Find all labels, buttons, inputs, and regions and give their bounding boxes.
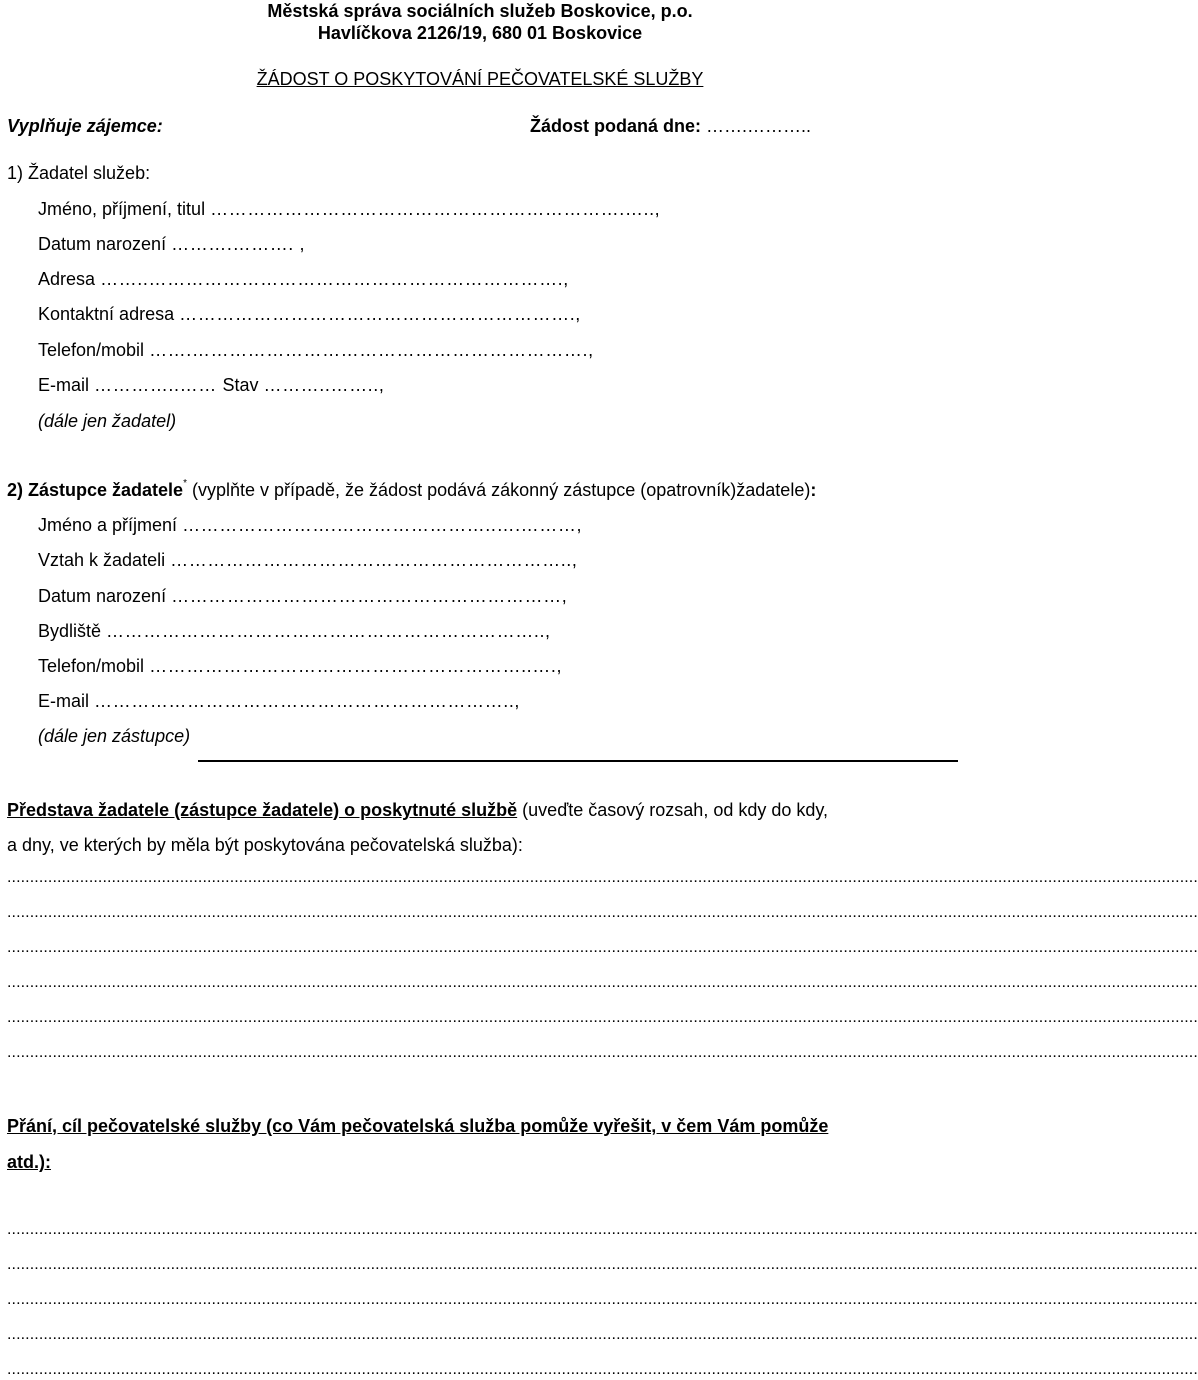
rep-residence-row [38, 622, 551, 640]
rep-phone-field[interactable]: ……………………………………………………..…., [149, 656, 563, 676]
organization-address: Havlíčkova 2126/19, 680 01 Boskovice [317, 23, 643, 43]
rep-name-row [38, 516, 582, 534]
section4-heading: Přání, cíl pečovatelské služby (co Vám pečovatelská služba pomůže vyřešit, v čem Vám pomůže [7, 1116, 829, 1136]
applicant-name-field[interactable]: ………………………………………………………….….., [210, 199, 661, 219]
filled-by-label: Vyplňuje zájemce: [7, 116, 163, 136]
applicant-contact-field[interactable]: ………………………………………………………., [179, 304, 581, 324]
answer-line[interactable]: ...................................................................................................................................................................................................................................................................... [7, 1361, 1198, 1378]
applicant-address-label: Adresa [38, 269, 96, 289]
answer-line[interactable]: ...................................................................................................................................................................................................................................................................... [7, 1326, 1198, 1343]
applicant-phone-label: Telefon/mobil [38, 340, 145, 360]
section2-note: (vyplňte v případě, že žádost podává zákonný zástupce (opatrovník)žadatele) [186, 480, 811, 500]
applicant-name-row [38, 200, 660, 218]
applicant-birth-row [38, 235, 305, 253]
rep-email-label: E-mail [38, 691, 90, 711]
rep-note: (dále jen zástupce) [38, 726, 191, 746]
section2-heading [7, 478, 817, 500]
form-title: ŽÁDOST O POSKYTOVÁNÍ PEČOVATELSKÉ SLUŽBY [256, 69, 704, 89]
submitted-date-row [530, 117, 811, 135]
answer-line[interactable]: ...................................................................................................................................................................................................................................................................... [7, 1256, 1198, 1273]
rep-name-label: Jméno a příjmení [38, 515, 178, 535]
rep-name-field[interactable]: …………………….……………………..….………, [182, 515, 583, 535]
applicant-status-label: Stav [222, 375, 259, 395]
applicant-phone-field[interactable]: …….………………………………………………………., [149, 340, 594, 360]
applicant-name-label: Jméno, příjmení, titul [38, 199, 206, 219]
section3-note: (uveďte časový rozsah, od kdy do kdy, [517, 800, 829, 820]
rep-residence-field[interactable]: …………………………………………………………….., [106, 621, 551, 641]
answer-line[interactable]: ...................................................................................................................................................................................................................................................................... [7, 1044, 1198, 1061]
organization-name: Městská správa sociálních služeb Boskovice, p.o. [267, 1, 693, 21]
answer-line[interactable]: ...................................................................................................................................................................................................................................................................... [7, 869, 1198, 886]
answer-line[interactable]: ...................................................................................................................................................................................................................................................................... [7, 939, 1198, 956]
section3-heading-line2: a dny, ve kterých by měla být poskytována pečovatelská služba): [7, 835, 523, 855]
answer-line[interactable]: ...................................................................................................................................................................................................................................................................... [7, 1009, 1198, 1026]
section4-heading-line2: atd.): [7, 1152, 51, 1172]
rep-email-row [38, 692, 520, 710]
rep-relation-row [38, 551, 578, 569]
applicant-birth-label: Datum narození [38, 234, 167, 254]
asterisk-mark: * [183, 478, 187, 489]
applicant-contact-row [38, 305, 581, 323]
applicant-birth-field[interactable]: ……….………. , [171, 234, 306, 254]
answer-line[interactable]: ...................................................................................................................................................................................................................................................................... [7, 1221, 1198, 1238]
applicant-contact-label: Kontaktní adresa [38, 304, 175, 324]
applicant-email-field[interactable]: …………..…… [94, 375, 223, 395]
applicant-email-row [38, 376, 385, 394]
rep-relation-label: Vztah k žadateli [38, 550, 166, 570]
answer-line[interactable]: ...................................................................................................................................................................................................................................................................... [7, 974, 1198, 991]
rep-phone-label: Telefon/mobil [38, 656, 145, 676]
submitted-date-field[interactable]: …….……….. [706, 116, 812, 136]
applicant-status-field[interactable]: ………..…….., [263, 375, 385, 395]
rep-birth-field[interactable]: ………………………………………………………, [171, 586, 568, 606]
rep-phone-row [38, 657, 562, 675]
rep-residence-label: Bydliště [38, 621, 102, 641]
rep-email-field[interactable]: ………………………………………………………….., [94, 691, 521, 711]
applicant-email-label: E-mail [38, 375, 90, 395]
applicant-note: (dále jen žadatel) [38, 411, 177, 431]
applicant-address-row [38, 270, 569, 288]
applicant-phone-row [38, 341, 594, 359]
section3-heading [7, 801, 828, 819]
section2-colon: : [810, 480, 817, 500]
section1-heading: 1) Žadatel služeb: [7, 163, 151, 183]
rep-birth-label: Datum narození [38, 586, 167, 606]
divider-line [198, 760, 958, 762]
section2-title: 2) Zástupce žadatele [7, 480, 184, 500]
answer-line[interactable]: ...................................................................................................................................................................................................................................................................... [7, 904, 1198, 921]
rep-relation-field[interactable]: ……………………………………………………….., [170, 550, 578, 570]
rep-birth-row [38, 587, 567, 605]
answer-line[interactable]: ...................................................................................................................................................................................................................................................................... [7, 1291, 1198, 1308]
applicant-address-field[interactable]: ……..…………………………………………………………., [100, 269, 569, 289]
section3-title: Představa žadatele (zástupce žadatele) o poskytnuté službě [7, 800, 518, 820]
submitted-date-label: Žádost podaná dne: [530, 116, 701, 136]
